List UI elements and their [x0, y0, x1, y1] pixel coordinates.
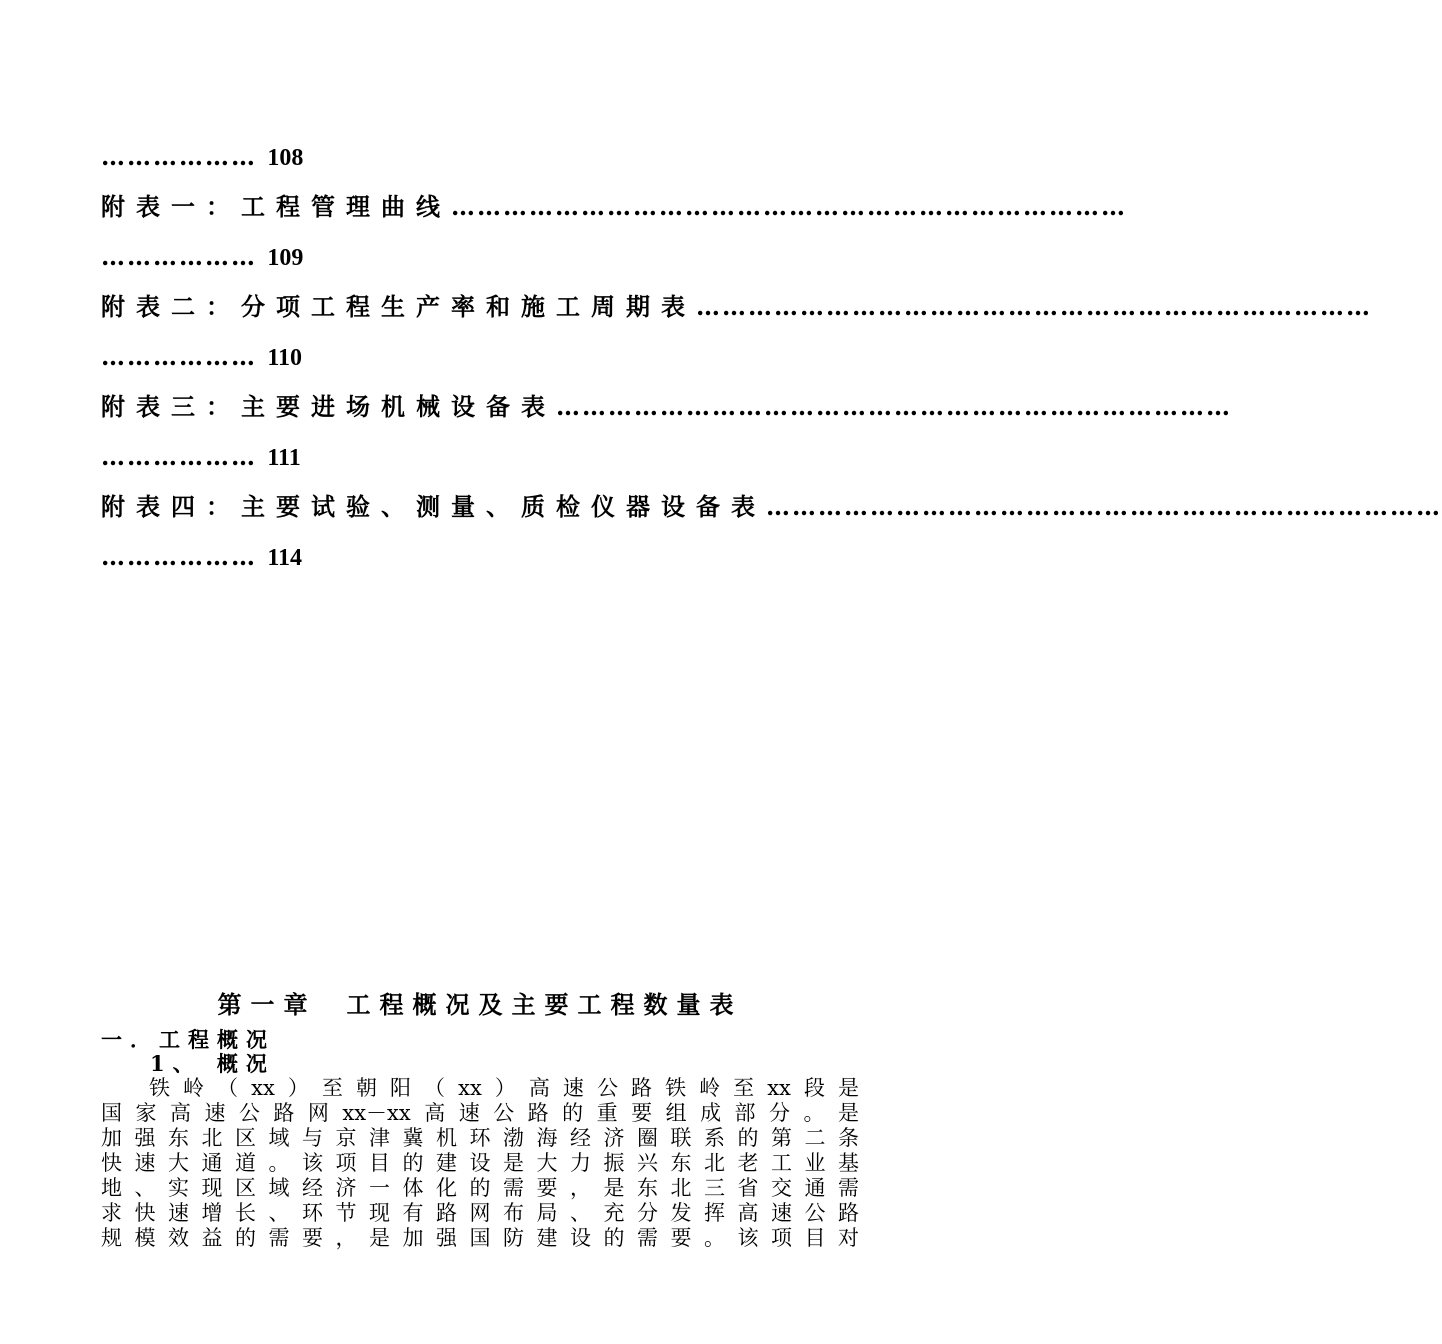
- toc-page-number: 114: [267, 545, 303, 571]
- toc-leader: ………………: [101, 442, 268, 471]
- paragraph-line: 地、实现区域经济一体化的需要，是东北三省交通需: [101, 1176, 859, 1200]
- toc-entry[interactable]: [101, 182, 1127, 232]
- toc-entry[interactable]: [101, 482, 1442, 532]
- paragraph-line: 规模效益的需要，是加强国防建设的需要。该项目对: [101, 1226, 859, 1250]
- toc-leader: ………………: [101, 142, 268, 171]
- toc-entry-page-line: [101, 232, 859, 282]
- toc-page-number: 110: [267, 345, 303, 371]
- toc-entry-title: 附表二：分项工程生产率和施工周期表: [101, 292, 696, 321]
- toc-page-number: 111: [267, 445, 301, 471]
- subsection-heading: 1、 概况: [150, 1051, 275, 1076]
- paragraph-line: 铁岭（xx）至朝阳（xx）高速公路铁岭至xx段是: [149, 1076, 859, 1100]
- paragraph-line: 国家高速公路网xx－xx高速公路的重要组成部分。是: [101, 1101, 859, 1125]
- toc-entry[interactable]: [101, 382, 1232, 432]
- toc-leader: ………………: [101, 542, 268, 571]
- toc-entry-page-line: [101, 332, 859, 382]
- table-of-contents: [101, 132, 1442, 582]
- toc-entry-page-line: [101, 532, 859, 582]
- toc-entry-title: 附表四：主要试验、测量、质检仪器设备表: [101, 492, 766, 521]
- toc-leader: ………………: [101, 342, 268, 371]
- toc-page-number: 108: [267, 145, 304, 171]
- toc-entry-title: 附表三：主要进场机械设备表: [101, 392, 556, 421]
- toc-entry-page-line: [101, 432, 859, 482]
- paragraph-line: 快速大通道。该项目的建设是大力振兴东北老工业基: [101, 1151, 859, 1175]
- toc-leader: ……………………………………………………………………: [766, 492, 1442, 521]
- paragraph-line: 加强东北区域与京津冀机环渤海经济圈联系的第二条: [101, 1126, 859, 1150]
- toc-entry-title: 附表一：工程管理曲线: [101, 192, 451, 221]
- toc-leader: ……………………………………………………………………: [451, 192, 1127, 221]
- body-paragraph: [101, 1076, 859, 1251]
- chapter-number: 第一章: [217, 990, 317, 1019]
- section-heading: 一．工程概况: [101, 1027, 275, 1052]
- chapter-name: 工程概况及主要工程数量表: [346, 990, 743, 1019]
- paragraph-line: 求快速增长、环节现有路网布局、充分发挥高速公路: [101, 1201, 859, 1225]
- toc-continuation-line: [101, 132, 859, 182]
- toc-page-number: 109: [267, 245, 304, 271]
- toc-leader: ……………………………………………………………………: [696, 292, 1372, 321]
- toc-entry[interactable]: [101, 282, 1372, 332]
- toc-leader: ………………: [101, 242, 268, 271]
- toc-leader: ……………………………………………………………………: [556, 392, 1232, 421]
- chapter-title: [101, 985, 859, 1020]
